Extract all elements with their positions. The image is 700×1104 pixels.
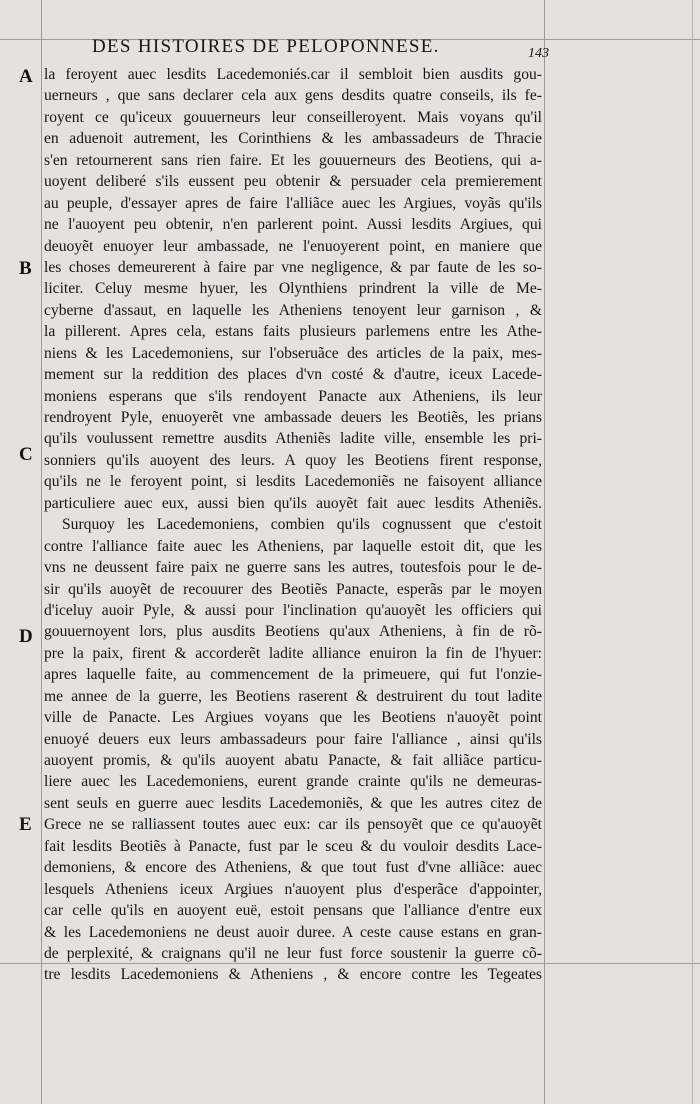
margin-letter-c: C xyxy=(19,444,33,465)
text-line: deuoyẽt enuoyer leur ambassade, ne l'enuoyerent point, en maniere que xyxy=(44,237,542,255)
page-number: 143 xyxy=(528,46,549,61)
text-line: liere auec les Lacedemoniens, eurent grande crainte qu'ils ne demeuras- xyxy=(44,773,542,791)
text-line: uerneurs , que sans declarer cela aux gens desdits quatre conseils, ils fe- xyxy=(44,87,542,105)
right-margin-rule xyxy=(544,0,545,1104)
text-line: de perplexité, & craignans qu'il ne leur fust force soustenir la guerre cõ- xyxy=(44,944,542,962)
text-line: liciter. Celuy mesme hyuer, les Olynthiens prindrent la ville de Me- xyxy=(44,280,542,298)
text-line: uoyent deliberé s'ils eussent peu obtenir & persuader cela premierement xyxy=(44,173,542,191)
text-line: la feroyent auec lesdits Lacedemoniés.car il sembloit bien ausdits gou- xyxy=(44,66,542,83)
text-line: pre la paix, firent & accorderẽt ladite alliance enuiron la fin de l'hyuer: xyxy=(44,644,542,662)
text-line: lesquels Atheniens iceux Argiues n'auoyent plus d'esperãce d'appointer, xyxy=(44,880,542,898)
text-line: vns ne deussent faire paix ne guerre sans les autres, toutesfois pour le de- xyxy=(44,559,542,577)
text-line: Grece ne se ralliassent toutes auec eux: car ils pensoyẽt que ce qu'auoyẽt xyxy=(44,816,542,834)
text-line: sonniers qu'ils auoyent des leurs. A quoy les Beotiens firent response, xyxy=(44,451,542,469)
text-line: en aduenoit autrement, les Corinthiens & les ambassadeurs de Thracie xyxy=(44,130,542,148)
body-text xyxy=(44,64,542,986)
margin-letter-b: B xyxy=(19,258,32,279)
text-line: la pillerent. Apres cela, estans faits plusieurs parlemens entre les Athe- xyxy=(44,323,542,341)
text-line: Surquoy les Lacedemoniens, combien qu'ils cognussent que c'estoit xyxy=(62,516,542,534)
text-line: rendroyent Pyle, enuoyerẽt vne ambassade deuers les Beotiẽs, les prians xyxy=(44,409,542,426)
running-head: DES HISTOIRES DE PELOPONNESE. xyxy=(92,36,440,57)
text-line: ne l'auoyent peu obtenir, n'en parlerent point. Aussi lesdits Argiues, qui xyxy=(44,216,542,234)
text-line: apres laquelle faite, au commencement de la primeuere, qui fut l'onzie- xyxy=(44,666,542,684)
text-line: qu'ils voulussent remettre ausdits Atheniẽs ladite ville, ensemble les pri- xyxy=(44,430,542,448)
text-line: les choses demeurerent à faire par vne negligence, & par faute de les so- xyxy=(44,258,542,276)
text-line: car celle qu'ils en auoyent euë, estoit pensans que l'alliance d'entre eux xyxy=(44,902,542,920)
text-line: d'iceluy auoir Pyle, & aussi pour l'inclination qu'auoyẽt les officiers qui xyxy=(44,601,542,619)
text-line: demoniens, & encore des Atheniens, & que tout fust d'vne alliãce: auec xyxy=(44,859,542,877)
text-line: particuliere auec eux, aussi bien qu'ils auoyẽt fait auec lesdits Atheniẽs. xyxy=(44,494,542,512)
margin-letter-a: A xyxy=(19,66,33,87)
text-line: cyberne d'assaut, en laquelle les Atheniens tenoyent leur garnison , & xyxy=(44,301,542,319)
text-line: me annee de la guerre, les Beotiens raserent & destruirent du tout ladite xyxy=(44,687,542,705)
text-line: fait lesdits Beotiẽs à Panacte, fust par le sceu & du vouloir desdits Lace- xyxy=(44,837,542,855)
text-line: contre l'alliance faite auec les Atheniens, par laquelle estoit dit, que les xyxy=(44,537,542,555)
text-line: ville de Panacte. Les Argiues voyans que les Beotiens n'auoyẽt point xyxy=(44,709,542,727)
text-line: mement sur la reddition des places d'vn costé & d'autre, iceux Lacede- xyxy=(44,366,542,384)
text-line: au peuple, d'essayer apres de faire l'alliãce auec les Argiues, voyãs qu'ils xyxy=(44,194,542,212)
text-line: enuoyé deuers eux leurs ambassadeurs pour faire l'alliance , ainsi qu'ils xyxy=(44,730,542,748)
text-line: moniens esperans que s'ils rendoyent Panacte aux Atheniens, ils leur xyxy=(44,387,542,405)
text-line: niens & les Lacedemoniens, sur l'obseruãce des articles de la paix, mes- xyxy=(44,344,542,362)
text-line: gouuernoyent lors, plus ausdits Beotiens qu'aux Atheniens, à fin de rõ- xyxy=(44,623,542,641)
text-line: royent ce qu'iceux gouuerneurs leur conseilleroyent. Mais voyans qu'il xyxy=(44,108,542,126)
text-line: & les Lacedemoniens ne deust auoir duree. A ceste cause estans en gran- xyxy=(44,923,542,941)
left-margin-rule xyxy=(41,0,42,1104)
text-line: sir qu'ils auoyẽt de recouurer des Beotiẽs Panacte, esperãs par le moyen xyxy=(44,580,542,598)
text-line: sent seuls en guerre auec lesdits Lacedemoniẽs, & que les autres citez de xyxy=(44,794,542,812)
text-line: s'en retournerent sans rien faire. Et les gouuerneurs des Beotiens, qui a- xyxy=(44,151,542,169)
text-line: qu'ils ne le feroyent point, si lesdits Lacedemoniẽs ne faisoyent alliance xyxy=(44,473,542,491)
margin-letter-e: E xyxy=(19,814,32,835)
page-edge-rule xyxy=(692,0,693,1104)
text-line: auoyent promis, & qu'ils auoyent abatu Panacte, & fait alliãce particu- xyxy=(44,752,542,769)
text-line: tre lesdits Lacedemoniens & Atheniens , & encore contre les Tegeates xyxy=(44,966,542,984)
margin-letter-d: D xyxy=(19,626,33,647)
